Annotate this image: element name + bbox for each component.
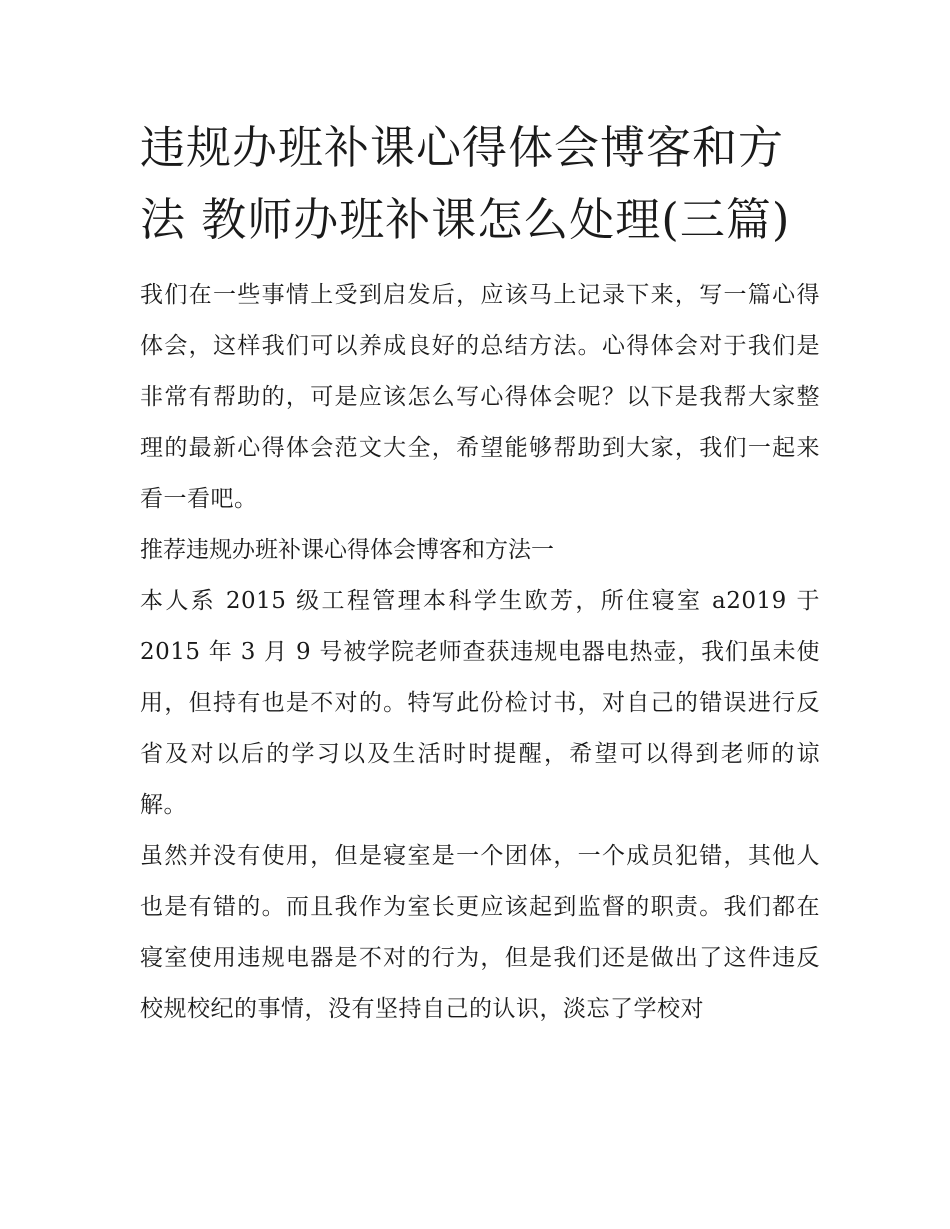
document-body [140,112,820,1035]
body-paragraph-2: 虽然并没有使用，但是寝室是一个团体，一个成员犯错，其他人也是有错的。而且我作为室长更应该起到监督的职责。我们都在寝室使用违规电器是不对的行为，但是我们还是做出了这件违反校规校纪的事情，没有坚持自己的认识，淡忘了学校对 [140,843,820,1022]
document-title: 违规办班补课心得体会博客和方法 教师办班补课怎么处理(三篇) [140,121,791,246]
intro-paragraph: 我们在一些事情上受到启发后，应该马上记录下来，写一篇心得体会，这样我们可以养成良好的总结方法。心得体会对于我们是非常有帮助的，可是应该怎么写心得体会呢？以下是我帮大家整理的最新心得体会范文大全，希望能够帮助到大家，我们一起来看一看吧。 [140,282,820,512]
body-paragraph-1: 本人系 2015 级工程管理本科学生欧芳，所住寝室 a2019 于 2015 年 3 月 9 号被学院老师查获违规电器电热壶，我们虽未使用，但持有也是不对的。特写此份检讨书，对自己的错误进行反省及对以后的学习以及生活时时提醒，希望可以得到老师的谅解。 [140,588,820,818]
section-heading: 推荐违规办班补课心得体会博客和方法一 [140,537,554,563]
